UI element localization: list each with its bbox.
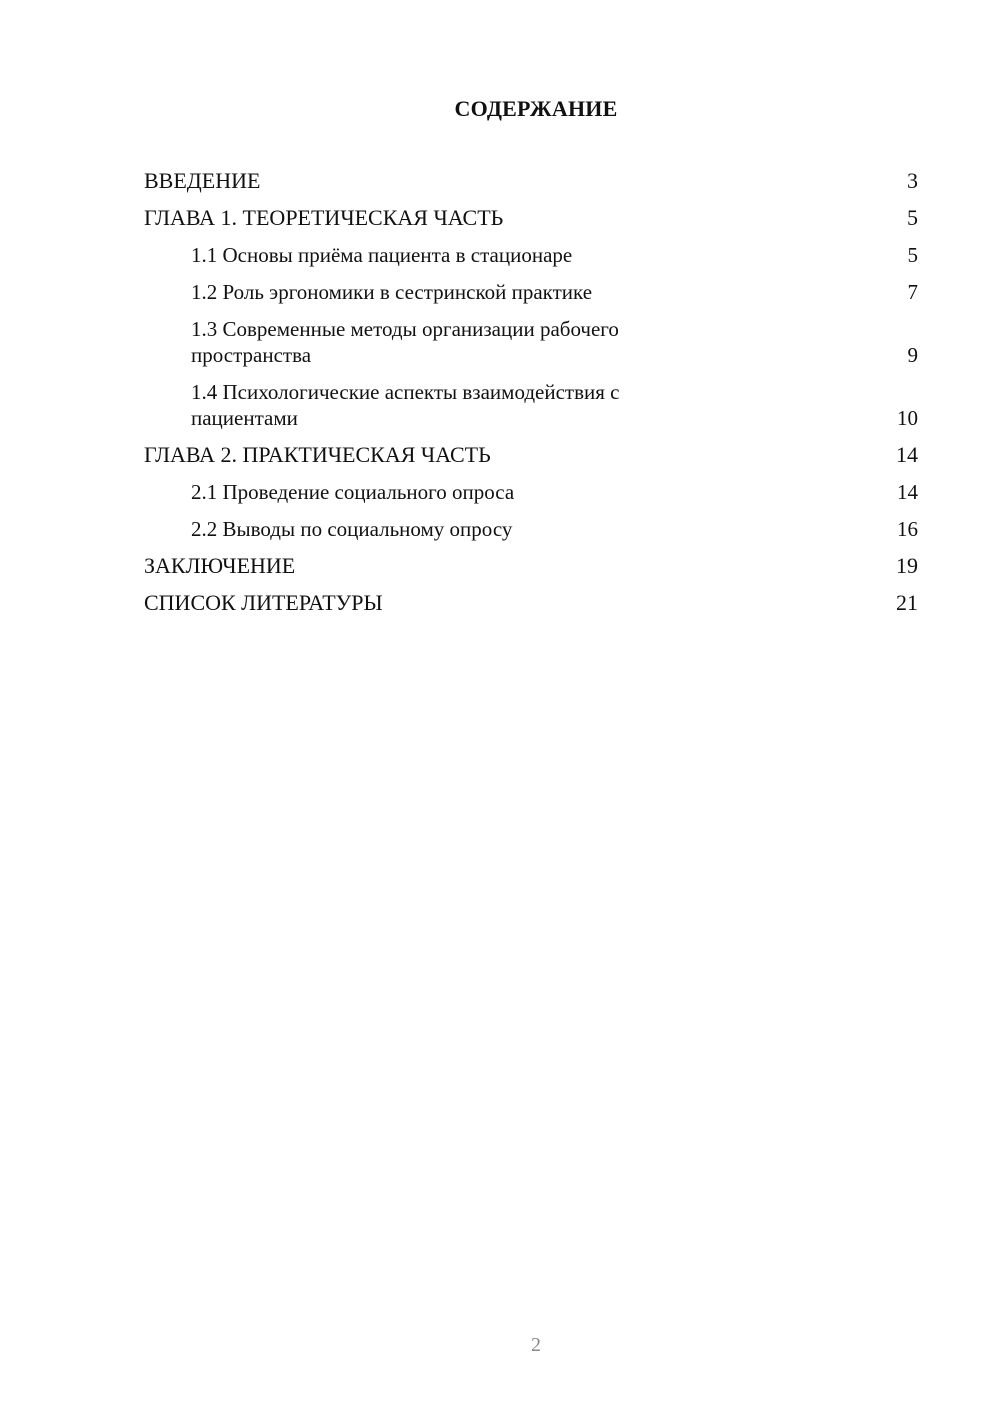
page-number: 2 xyxy=(531,1334,541,1356)
toc-entry-label: ГЛАВА 2. ПРАКТИЧЕСКАЯ ЧАСТЬ xyxy=(144,442,491,467)
toc-entry-label: ГЛАВА 1. ТЕОРЕТИЧЕСКАЯ ЧАСТЬ xyxy=(144,205,504,230)
toc-entry-page: 5 xyxy=(907,205,918,230)
toc-entry-section-2-1 xyxy=(144,479,918,505)
toc-entry-section-1-4 xyxy=(144,379,918,431)
toc-entry-label: СПИСОК ЛИТЕРАТУРЫ xyxy=(144,590,383,615)
toc-entry-label: ЗАКЛЮЧЕНИЕ xyxy=(144,553,296,578)
toc-entry-page: 3 xyxy=(907,168,918,193)
toc-entry-references xyxy=(144,590,918,616)
toc-entry-section-1-1 xyxy=(144,242,918,268)
toc-entry-label: 1.4 Психологические аспекты взаимодействия с пациентами xyxy=(191,380,620,430)
toc-entry-page: 7 xyxy=(907,280,918,304)
toc-entry-section-1-3 xyxy=(144,316,918,368)
toc-entry-label: 1.2 Роль эргономики в сестринской практике xyxy=(191,280,593,304)
toc-entry-page: 19 xyxy=(896,553,918,578)
toc-entry-label: 2.1 Проведение социального опроса xyxy=(191,480,515,504)
toc-entry-page: 5 xyxy=(907,243,918,267)
toc-entry-label: ВВЕДЕНИЕ xyxy=(144,168,261,193)
toc-entry-label: 2.2 Выводы по социальному опросу xyxy=(191,517,513,541)
toc-heading: СОДЕРЖАНИЕ xyxy=(454,96,618,121)
toc-entry-page: 10 xyxy=(897,406,918,430)
toc-entry-chapter-1 xyxy=(144,205,918,231)
toc-entry-chapter-2 xyxy=(144,442,918,468)
toc-entry-conclusion xyxy=(144,553,918,579)
toc-entry-label: 1.1 Основы приёма пациента в стационаре xyxy=(191,243,573,267)
toc-entry-page: 14 xyxy=(896,442,918,467)
toc-entry-page: 9 xyxy=(907,343,918,367)
toc-entry-section-1-2 xyxy=(144,279,918,305)
toc-entry-introduction xyxy=(144,168,918,194)
toc-entry-page: 16 xyxy=(897,517,918,541)
toc-entry-label: 1.3 Современные методы организации рабочего пространства xyxy=(191,317,619,367)
toc-entry-page: 21 xyxy=(896,590,918,615)
toc-entry-page: 14 xyxy=(897,480,918,504)
table-of-contents xyxy=(144,168,918,627)
toc-entry-section-2-2 xyxy=(144,516,918,542)
